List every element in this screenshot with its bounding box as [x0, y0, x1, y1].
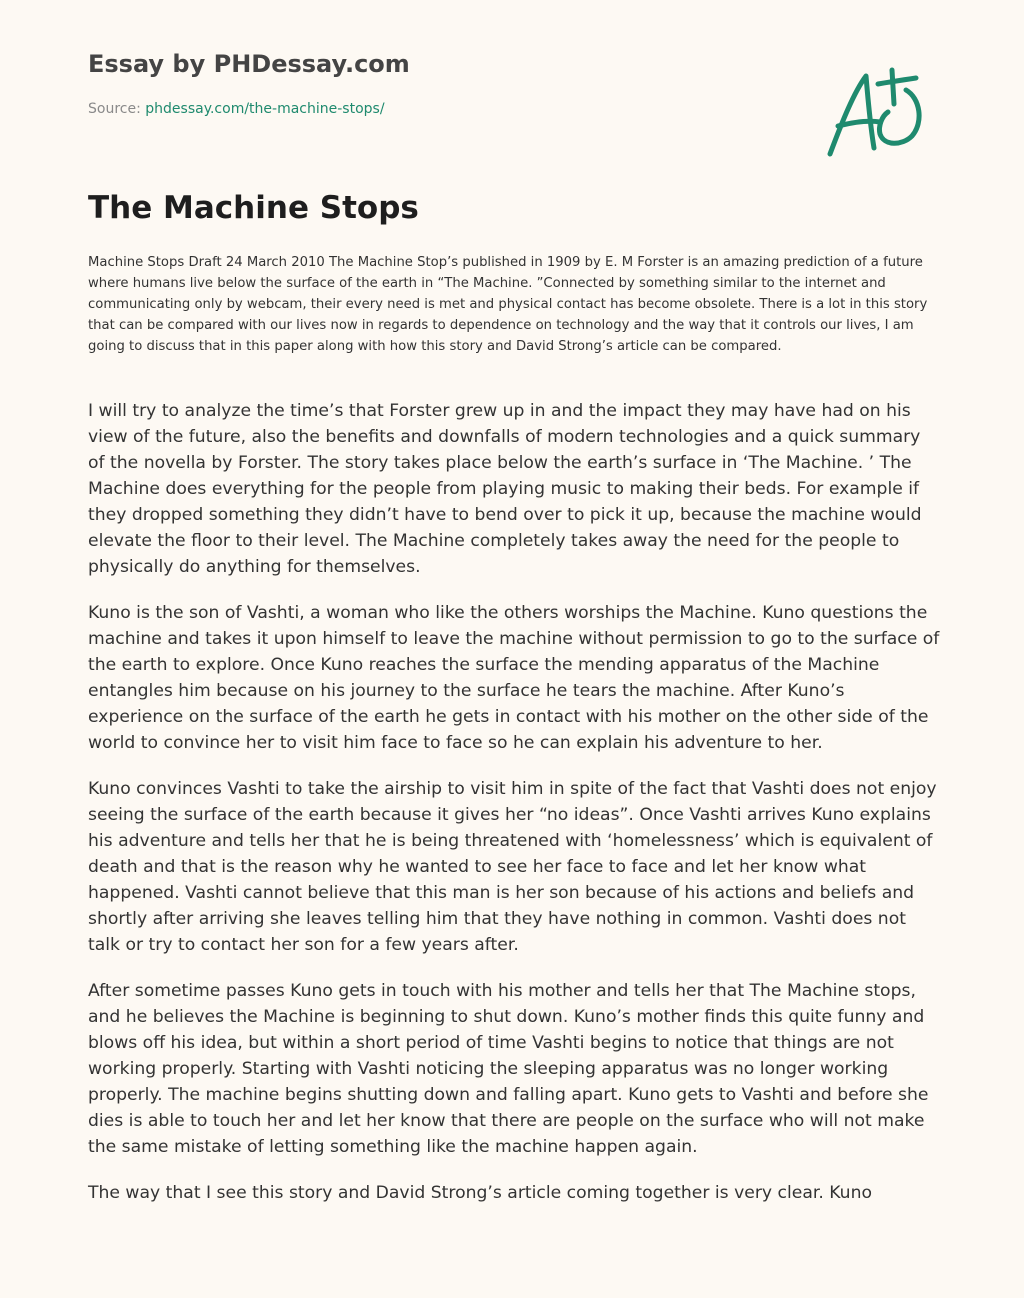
document-title: The Machine Stops — [88, 190, 419, 226]
body-paragraph: Kuno convinces Vashti to take the airship to visit him in spite of the fact that Vashti does not enjoy seeing the surface of the earth because it gives her “no ideas”. Once Vashti arrives Kuno explains his adventure and tells her that he is being threatened with ‘homelessness’ which is equivalent of death and that is the reason why he wanted to see her face to face and let her know what happened. Vashti cannot believe that this man is her son because of his actions and beliefs and shortly after arriving she leaves telling him that they have nothing in common. Vashti does not talk or try to contact her son for a few years after. — [88, 779, 937, 955]
body-paragraph: After sometime passes Kuno gets in touch with his mother and tells her that The Machine stops, and he believes the Machine is beginning to shut down. Kuno’s mother finds this quite funny and blows off his idea, but within a short period of time Vashti begins to notice that things are not working properly. Starting with Vashti noticing the sleeping apparatus was no longer working properly. The machine begins shutting down and falling apart. Kuno gets to Vashti and before she dies is able to touch her and let her know that there are people on the surface who will not make the same mistake of letting something like the machine happen again. — [88, 981, 929, 1157]
intro-paragraph: Machine Stops Draft 24 March 2010 The Machine Stop’s published in 1909 by E. M Forster is an amazing prediction of a future where humans live below the surface of the earth in “The Machine. ”Connected by something similar to the internet and communicating only by webcam, their every need is met and physical contact has become obsolete. There is a lot in this story that can be compared with our lives now in regards to dependence on technology and the way that it controls our lives, I am going to discuss that in this paper along with how this story and David Strong’s article can be compared. — [88, 255, 928, 354]
a-plus-logo-icon — [820, 62, 930, 162]
source-line — [88, 101, 385, 117]
source-label: Source: — [88, 101, 146, 117]
source-link[interactable]: phdessay.com/the-machine-stops/ — [145, 101, 385, 117]
body-paragraph: The way that I see this story and David Strong’s article coming together is very clear. Kuno — [88, 1183, 872, 1203]
body-paragraph: Kuno is the son of Vashti, a woman who like the others worships the Machine. Kuno questions the machine and takes it upon himself to leave the machine without permission to go to the surface of the earth to explore. Once Kuno reaches the surface the mending apparatus of the Machine entangles him because on his journey to the surface he tears the machine. After Kuno’s experience on the surface of the earth he gets in contact with his mother on the other side of the world to convince her to visit him face to face so he can explain his adventure to her. — [88, 603, 940, 753]
body-paragraph: I will try to analyze the time’s that Forster grew up in and the impact they may have had on his view of the future, also the benefits and downfalls of modern technologies and a quick summary of the novella by Forster. The story takes place below the earth’s surface in ‘The Machine. ’ The Machine does everything for the people from playing music to making their beds. For example if they dropped something they didn’t have to bend over to pick it up, because the machine would elevate the floor to their level. The Machine completely takes away the need for the people to physically do anything for themselves. — [88, 401, 922, 577]
essay-body — [88, 398, 940, 1226]
site-title: Essay by PHDessay.com — [88, 50, 410, 78]
